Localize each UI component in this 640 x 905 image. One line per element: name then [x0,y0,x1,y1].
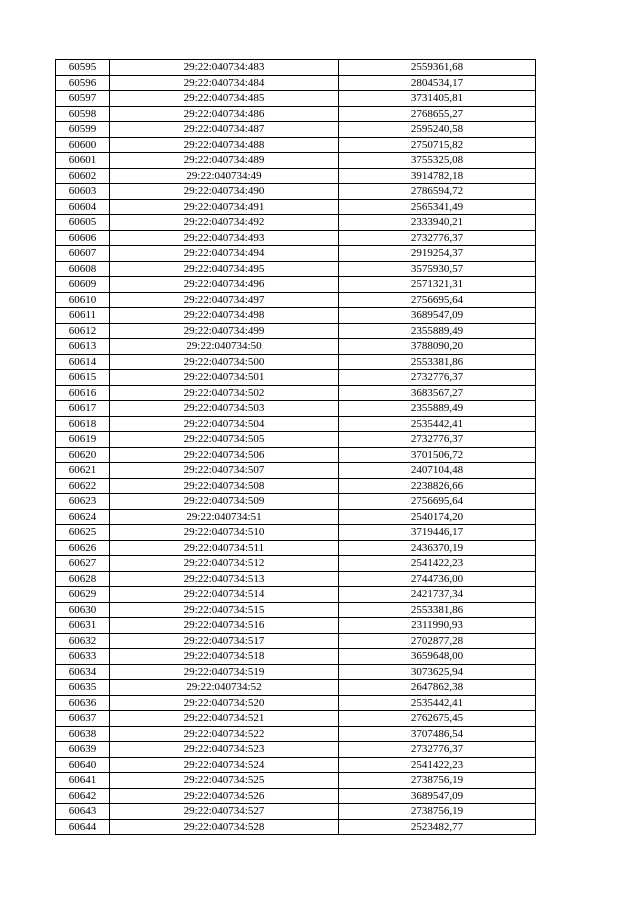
row-number-cell: 60613 [56,339,110,355]
table-row [56,494,536,510]
value-cell: 2732776,37 [339,370,536,386]
row-number-cell: 60640 [56,757,110,773]
value-cell: 2311990,93 [339,618,536,634]
row-number-cell: 60609 [56,277,110,293]
cadastral-number-cell: 29:22:040734:50 [110,339,339,355]
value-cell: 2744736,00 [339,571,536,587]
value-cell: 2768655,27 [339,106,536,122]
row-number-cell: 60637 [56,711,110,727]
cadastral-number-cell: 29:22:040734:528 [110,819,339,835]
table-row [56,60,536,76]
table-row [56,122,536,138]
cadastral-number-cell: 29:22:040734:514 [110,587,339,603]
value-cell: 3731405,81 [339,91,536,107]
value-cell: 3689547,09 [339,788,536,804]
value-cell: 2553381,86 [339,354,536,370]
value-cell: 2541422,23 [339,556,536,572]
table-row [56,726,536,742]
row-number-cell: 60625 [56,525,110,541]
table-row [56,695,536,711]
cadastral-number-cell: 29:22:040734:507 [110,463,339,479]
cadastral-number-cell: 29:22:040734:489 [110,153,339,169]
cadastral-number-cell: 29:22:040734:518 [110,649,339,665]
table-row [56,447,536,463]
cadastral-number-cell: 29:22:040734:491 [110,199,339,215]
cadastral-number-cell: 29:22:040734:504 [110,416,339,432]
cadastral-number-cell: 29:22:040734:493 [110,230,339,246]
row-number-cell: 60611 [56,308,110,324]
row-number-cell: 60635 [56,680,110,696]
table-row [56,773,536,789]
cadastral-number-cell: 29:22:040734:484 [110,75,339,91]
value-cell: 2571321,31 [339,277,536,293]
table-row [56,463,536,479]
cadastral-number-cell: 29:22:040734:519 [110,664,339,680]
value-cell: 3073625,94 [339,664,536,680]
table-row [56,649,536,665]
row-number-cell: 60618 [56,416,110,432]
value-cell: 2647862,38 [339,680,536,696]
table-row [56,184,536,200]
table-row [56,571,536,587]
table-row [56,277,536,293]
table-row [56,819,536,835]
row-number-cell: 60598 [56,106,110,122]
cadastral-number-cell: 29:22:040734:511 [110,540,339,556]
row-number-cell: 60644 [56,819,110,835]
cadastral-number-cell: 29:22:040734:49 [110,168,339,184]
row-number-cell: 60619 [56,432,110,448]
table-row [56,354,536,370]
table-row [56,788,536,804]
table-row [56,478,536,494]
table-row [56,308,536,324]
table-row [56,742,536,758]
table-row [56,509,536,525]
row-number-cell: 60634 [56,664,110,680]
value-cell: 2535442,41 [339,416,536,432]
value-cell: 3914782,18 [339,168,536,184]
table-row [56,416,536,432]
table-row [56,137,536,153]
cadastral-number-cell: 29:22:040734:485 [110,91,339,107]
value-cell: 2756695,64 [339,292,536,308]
cadastral-number-cell: 29:22:040734:497 [110,292,339,308]
row-number-cell: 60624 [56,509,110,525]
cadastral-number-cell: 29:22:040734:503 [110,401,339,417]
cadastral-number-cell: 29:22:040734:499 [110,323,339,339]
cadastral-value-table [55,59,536,835]
row-number-cell: 60636 [56,695,110,711]
row-number-cell: 60626 [56,540,110,556]
table-row [56,556,536,572]
cadastral-number-cell: 29:22:040734:486 [110,106,339,122]
row-number-cell: 60621 [56,463,110,479]
cadastral-number-cell: 29:22:040734:526 [110,788,339,804]
value-cell: 2355889,49 [339,401,536,417]
cadastral-number-cell: 29:22:040734:495 [110,261,339,277]
value-cell: 3683567,27 [339,385,536,401]
value-cell: 2407104,48 [339,463,536,479]
cadastral-number-cell: 29:22:040734:516 [110,618,339,634]
table-row [56,618,536,634]
value-cell: 2436370,19 [339,540,536,556]
cadastral-number-cell: 29:22:040734:51 [110,509,339,525]
table-row [56,261,536,277]
value-cell: 2732776,37 [339,432,536,448]
row-number-cell: 60610 [56,292,110,308]
row-number-cell: 60633 [56,649,110,665]
row-number-cell: 60632 [56,633,110,649]
table-row [56,168,536,184]
value-cell: 3719446,17 [339,525,536,541]
cadastral-number-cell: 29:22:040734:490 [110,184,339,200]
value-cell: 2762675,45 [339,711,536,727]
value-cell: 2238826,66 [339,478,536,494]
cadastral-number-cell: 29:22:040734:513 [110,571,339,587]
row-number-cell: 60596 [56,75,110,91]
value-cell: 2738756,19 [339,773,536,789]
table-row [56,199,536,215]
row-number-cell: 60639 [56,742,110,758]
cadastral-number-cell: 29:22:040734:501 [110,370,339,386]
cadastral-number-cell: 29:22:040734:488 [110,137,339,153]
value-cell: 2738756,19 [339,804,536,820]
value-cell: 2553381,86 [339,602,536,618]
row-number-cell: 60616 [56,385,110,401]
table-row [56,633,536,649]
value-cell: 3701506,72 [339,447,536,463]
row-number-cell: 60623 [56,494,110,510]
row-number-cell: 60597 [56,91,110,107]
row-number-cell: 60630 [56,602,110,618]
value-cell: 2804534,17 [339,75,536,91]
cadastral-number-cell: 29:22:040734:492 [110,215,339,231]
cadastral-number-cell: 29:22:040734:505 [110,432,339,448]
value-cell: 2540174,20 [339,509,536,525]
table-row [56,401,536,417]
cadastral-number-cell: 29:22:040734:517 [110,633,339,649]
row-number-cell: 60622 [56,478,110,494]
table-row [56,804,536,820]
table-row [56,246,536,262]
cadastral-number-cell: 29:22:040734:502 [110,385,339,401]
table-row [56,292,536,308]
table-row [56,370,536,386]
value-cell: 3707486,54 [339,726,536,742]
value-cell: 3575930,57 [339,261,536,277]
value-cell: 2565341,49 [339,199,536,215]
value-cell: 3788090,20 [339,339,536,355]
value-cell: 2702877,28 [339,633,536,649]
row-number-cell: 60617 [56,401,110,417]
table-row [56,385,536,401]
value-cell: 2732776,37 [339,230,536,246]
row-number-cell: 60604 [56,199,110,215]
row-number-cell: 60602 [56,168,110,184]
table-row [56,680,536,696]
row-number-cell: 60641 [56,773,110,789]
table-row [56,432,536,448]
value-cell: 2333940,21 [339,215,536,231]
value-cell: 3659648,00 [339,649,536,665]
table-row [56,602,536,618]
row-number-cell: 60595 [56,60,110,76]
table-row [56,106,536,122]
cadastral-number-cell: 29:22:040734:52 [110,680,339,696]
row-number-cell: 60603 [56,184,110,200]
row-number-cell: 60599 [56,122,110,138]
cadastral-number-cell: 29:22:040734:483 [110,60,339,76]
row-number-cell: 60607 [56,246,110,262]
row-number-cell: 60620 [56,447,110,463]
row-number-cell: 60600 [56,137,110,153]
table-row [56,153,536,169]
cadastral-number-cell: 29:22:040734:520 [110,695,339,711]
cadastral-number-cell: 29:22:040734:527 [110,804,339,820]
cadastral-number-cell: 29:22:040734:506 [110,447,339,463]
row-number-cell: 60601 [56,153,110,169]
value-cell: 2786594,72 [339,184,536,200]
table-body [56,60,536,835]
value-cell: 2421737,34 [339,587,536,603]
value-cell: 2541422,23 [339,757,536,773]
value-cell: 2756695,64 [339,494,536,510]
value-cell: 3755325,08 [339,153,536,169]
table-row [56,91,536,107]
cadastral-number-cell: 29:22:040734:500 [110,354,339,370]
row-number-cell: 60614 [56,354,110,370]
value-cell: 2523482,77 [339,819,536,835]
value-cell: 3689547,09 [339,308,536,324]
cadastral-number-cell: 29:22:040734:508 [110,478,339,494]
table-row [56,230,536,246]
row-number-cell: 60643 [56,804,110,820]
table-row [56,339,536,355]
cadastral-number-cell: 29:22:040734:522 [110,726,339,742]
value-cell: 2732776,37 [339,742,536,758]
cadastral-number-cell: 29:22:040734:494 [110,246,339,262]
row-number-cell: 60642 [56,788,110,804]
row-number-cell: 60608 [56,261,110,277]
table-row [56,540,536,556]
table-row [56,215,536,231]
cadastral-number-cell: 29:22:040734:523 [110,742,339,758]
table-row [56,664,536,680]
row-number-cell: 60615 [56,370,110,386]
cadastral-number-cell: 29:22:040734:524 [110,757,339,773]
value-cell: 2595240,58 [339,122,536,138]
row-number-cell: 60612 [56,323,110,339]
cadastral-number-cell: 29:22:040734:515 [110,602,339,618]
cadastral-number-cell: 29:22:040734:509 [110,494,339,510]
cadastral-number-cell: 29:22:040734:496 [110,277,339,293]
row-number-cell: 60638 [56,726,110,742]
cadastral-number-cell: 29:22:040734:510 [110,525,339,541]
row-number-cell: 60628 [56,571,110,587]
table-row [56,525,536,541]
table-row [56,711,536,727]
row-number-cell: 60631 [56,618,110,634]
cadastral-number-cell: 29:22:040734:525 [110,773,339,789]
value-cell: 2355889,49 [339,323,536,339]
table-row [56,587,536,603]
value-cell: 2750715,82 [339,137,536,153]
row-number-cell: 60605 [56,215,110,231]
value-cell: 2559361,68 [339,60,536,76]
row-number-cell: 60606 [56,230,110,246]
table-row [56,323,536,339]
value-cell: 2919254,37 [339,246,536,262]
cadastral-number-cell: 29:22:040734:512 [110,556,339,572]
table-row [56,75,536,91]
cadastral-number-cell: 29:22:040734:498 [110,308,339,324]
cadastral-number-cell: 29:22:040734:487 [110,122,339,138]
cadastral-number-cell: 29:22:040734:521 [110,711,339,727]
row-number-cell: 60629 [56,587,110,603]
row-number-cell: 60627 [56,556,110,572]
table-row [56,757,536,773]
value-cell: 2535442,41 [339,695,536,711]
